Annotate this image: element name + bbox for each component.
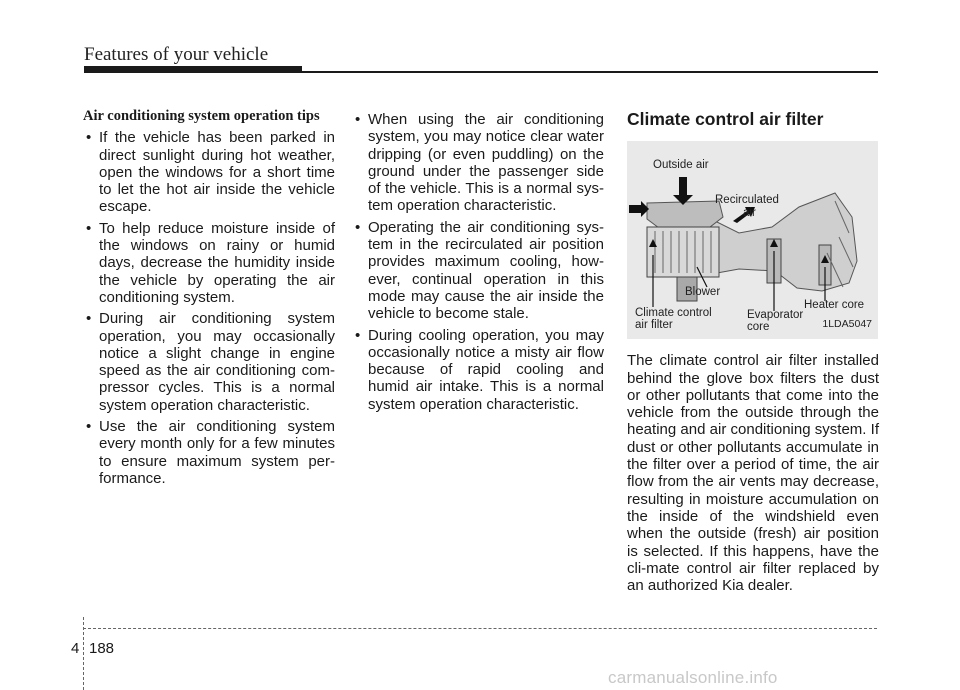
column-right [627,108,879,594]
label-heater-core: Heater core [804,299,865,312]
tip-item: • Use the air conditioning system every month only for a few minutes to ensure maximum system per-formance. [83,418,335,487]
tip-item: • During air conditioning system operation, you may occasionally notice a slight change in engine speed as the air conditioning com-pressor cycles. This is a normal system operation characteristic. [83,310,335,414]
page-header-title: Features of your vehicle [84,44,269,65]
label-evaporator-line2: core [747,321,770,334]
tip-item: • During cooling operation, you may occasionally notice a misty air flow because of rapid cooling and humid air intake. This is a normal system operation characteristic. [352,327,604,413]
column-left [83,108,335,491]
column-middle [352,108,604,417]
label-blower: Blower [685,286,721,299]
filter-description: The climate control air filter installed behind the glove box filters the dust or other pollutants that come into the vehicle from the outside through the heating and air conditioning system. If dust or other pollutants accumulate in the filter over a period of time, the air flow from the air vents may decrease, resulting in moisture accumulation on the inside of the windshield even when the outside (fresh) air position is selected. If this happens, have the cli-mate control air filter replaced by an authorized Kia dealer. [627,352,879,595]
tips-list-middle [352,111,604,413]
label-climate-filter-line1: Climate control [635,307,712,320]
tip-item: • When using the air conditioning system, you may notice clear water dripping (or even puddling) on the ground under the passenger side of the vehicle. This is a normal sys-tem operation characteristic. [352,111,604,215]
section-title: Climate control air filter [627,109,824,129]
header-rule [84,71,878,73]
tip-item: • If the vehicle has been parked in direct sunlight during hot weather, open the windows for a short time to let the hot air inside the vehicle escape. [83,129,335,215]
tips-list-left [83,129,335,487]
label-recirculated-line1: Recirculated [715,194,779,207]
hvac-diagram [627,141,878,339]
footer-horizontal-rule [83,628,877,629]
figure-code: 1LDA5047 [822,318,872,330]
page-number: 188 [89,640,115,657]
label-recirculated-line2: air [743,207,756,220]
tip-item: • Operating the air conditioning sys-tem in the recirculated air position provides maximum cooling, how-ever, continual operation in this mode may cause the air inside the vehicle to become stale. [352,219,604,323]
tips-heading: Air conditioning system operation tips [83,108,320,124]
label-outside-air: Outside air [653,159,709,172]
tip-item: • To help reduce moisture inside of the windows on rainy or humid days, decrease the humidity inside the vehicle by operating the air conditioning system. [83,220,335,306]
label-evaporator-line1: Evaporator [747,309,804,322]
chapter-number: 4 [71,640,80,657]
label-climate-filter-line2: air filter [635,319,673,332]
watermark: carmanualsonline.info [608,668,778,687]
